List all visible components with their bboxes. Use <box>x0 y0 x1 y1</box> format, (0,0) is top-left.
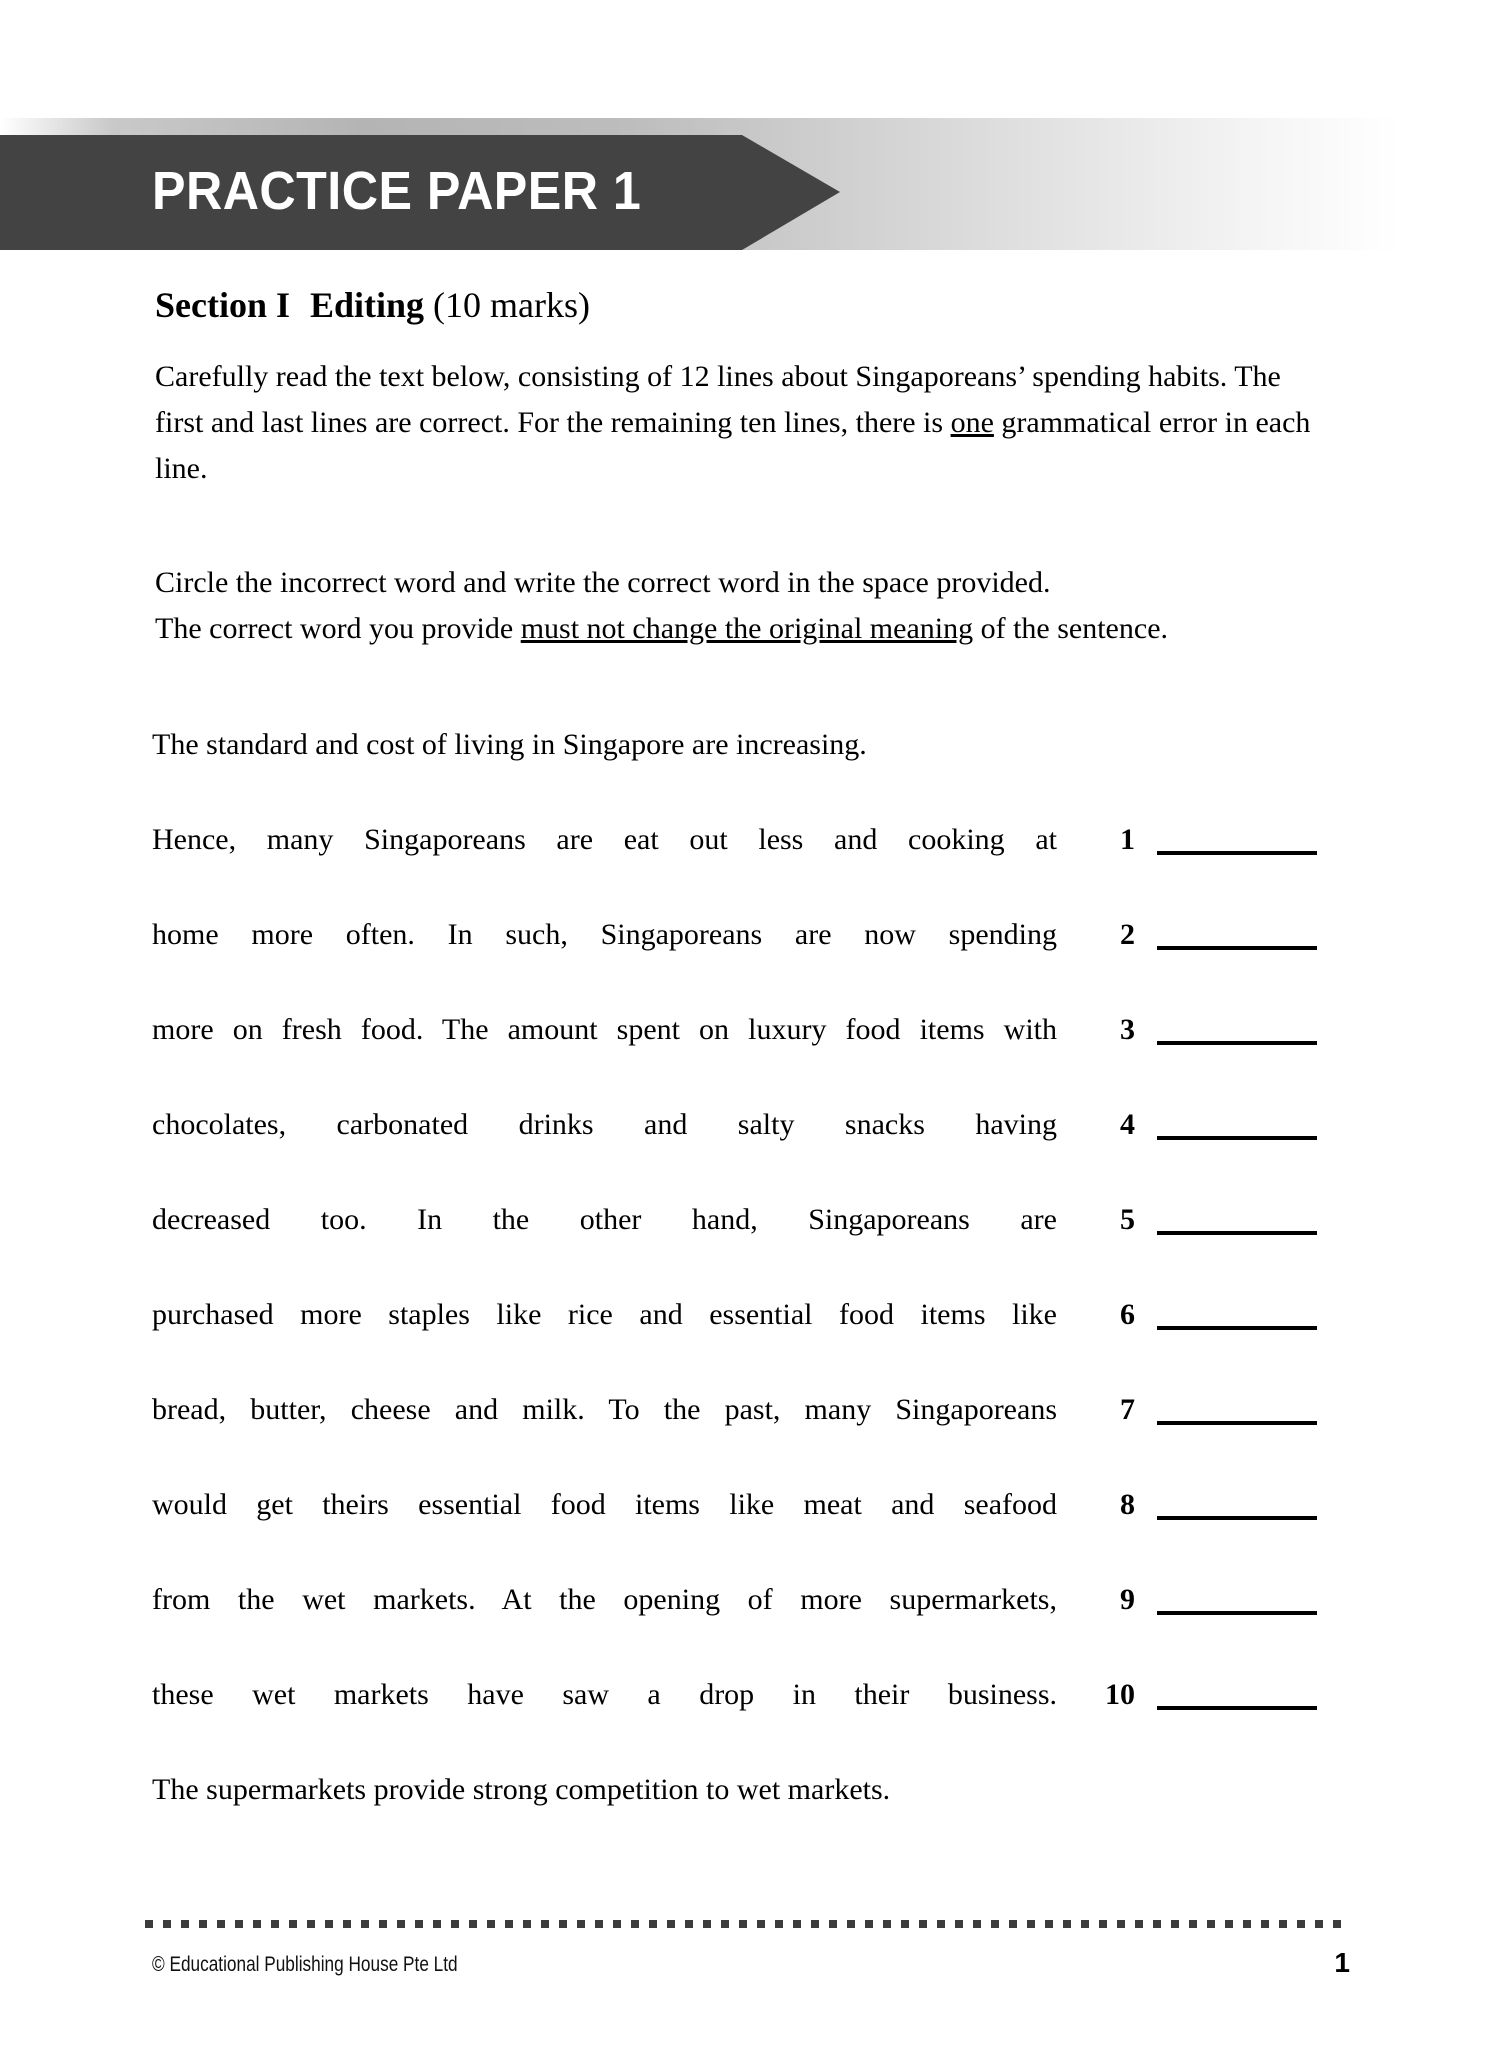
page-header-banner <box>0 118 1400 250</box>
section-name: Editing <box>310 285 425 325</box>
page-title: PRACTICE PAPER 1 <box>152 161 642 221</box>
passage-last-line-row <box>0 1769 1497 1864</box>
passage-line-number: 1 <box>1120 823 1135 856</box>
passage-line-text: from the wet markets. At the opening of more supermarkets, <box>152 1583 1057 1616</box>
passage-line-row-8 <box>0 1484 1497 1579</box>
passage-line-text: bread, butter, cheese and milk. To the past, many Singaporeans <box>152 1393 1057 1426</box>
passage-line-text: decreased too. In the other hand, Singaporeans are <box>152 1203 1057 1236</box>
answer-blank-1[interactable] <box>1157 851 1317 855</box>
passage-line-text: Hence, many Singaporeans are eat out less and cooking at <box>152 823 1057 856</box>
answer-blank-10[interactable] <box>1157 1706 1317 1710</box>
instructions-p1-text-b: grammatical error in each line. <box>155 406 1311 485</box>
passage-line-text: more on fresh food. The amount spent on luxury food items with <box>152 1013 1057 1046</box>
instructions-p2-line-2 <box>155 606 1335 652</box>
passage-line-row-5 <box>0 1199 1497 1294</box>
passage-line-text: purchased more staples like rice and essential food items like <box>152 1298 1057 1331</box>
answer-blank-4[interactable] <box>1157 1136 1317 1140</box>
section-marks: (10 marks) <box>433 285 591 325</box>
footer-copyright: © Educational Publishing House Pte Ltd <box>152 1953 458 1976</box>
section-heading <box>155 284 1497 326</box>
answer-blank-3[interactable] <box>1157 1041 1317 1045</box>
instructions-p2-line-1: Circle the incorrect word and write the correct word in the space provided. <box>155 566 1051 599</box>
instructions-p2-underlined: must not change the original meaning <box>520 612 974 645</box>
passage-first-line-row <box>0 724 1497 819</box>
answer-blank-2[interactable] <box>1157 946 1317 950</box>
passage-line-row-4 <box>0 1104 1497 1199</box>
passage-first-line: The standard and cost of living in Singapore are increasing. <box>152 728 867 761</box>
passage-line-number: 9 <box>1120 1583 1135 1616</box>
instructions-p2-text-a: The correct word you provide <box>155 612 521 645</box>
passage-line-row-10 <box>0 1674 1497 1769</box>
instructions-paragraph-1 <box>155 354 1335 492</box>
answer-blank-7[interactable] <box>1157 1421 1317 1425</box>
passage-line-number: 2 <box>1120 918 1135 951</box>
passage-line-number: 5 <box>1120 1203 1135 1236</box>
passage-line-number: 7 <box>1120 1393 1135 1426</box>
passage-line-text: chocolates, carbonated drinks and salty snacks having <box>152 1108 1057 1141</box>
answer-blank-8[interactable] <box>1157 1516 1317 1520</box>
instructions-p1-underlined: one <box>950 406 994 439</box>
passage-line-row-6 <box>0 1294 1497 1389</box>
passage-line-number: 4 <box>1120 1108 1135 1141</box>
page-content <box>0 250 1497 1864</box>
passage-line-text: these wet markets have saw a drop in their business. <box>152 1678 1057 1711</box>
editing-passage <box>0 724 1497 1864</box>
passage-last-line: The supermarkets provide strong competition to wet markets. <box>152 1773 891 1806</box>
answer-blank-6[interactable] <box>1157 1326 1317 1330</box>
passage-line-row-3 <box>0 1009 1497 1104</box>
section-label: Section I <box>155 285 290 325</box>
answer-blank-9[interactable] <box>1157 1611 1317 1615</box>
passage-line-text: home more often. In such, Singaporeans are now spending <box>152 918 1057 951</box>
footer-page-number: 1 <box>1334 1947 1350 1978</box>
passage-line-number: 3 <box>1120 1013 1135 1046</box>
passage-line-number: 10 <box>1105 1678 1135 1711</box>
passage-line-number: 8 <box>1120 1488 1135 1521</box>
answer-blank-5[interactable] <box>1157 1231 1317 1235</box>
passage-line-row-1 <box>0 819 1497 914</box>
passage-line-text: would get theirs essential food items like meat and seafood <box>152 1488 1057 1521</box>
instructions-p2-text-b: of the sentence. <box>973 612 1169 645</box>
passage-line-row-2 <box>0 914 1497 1009</box>
passage-line-row-7 <box>0 1389 1497 1484</box>
instructions-p1-text-a: Carefully read the text below, consisting of 12 lines about Singaporeans’ spending habits. The first and last lines are correct. For the remaining ten lines, there is <box>155 360 1281 439</box>
instructions-paragraph-2 <box>155 560 1335 652</box>
instructions-spacer <box>0 492 1497 532</box>
passage-line-number: 6 <box>1120 1298 1135 1331</box>
footer-dotted-divider <box>145 1920 1350 1928</box>
passage-line-row-9 <box>0 1579 1497 1674</box>
